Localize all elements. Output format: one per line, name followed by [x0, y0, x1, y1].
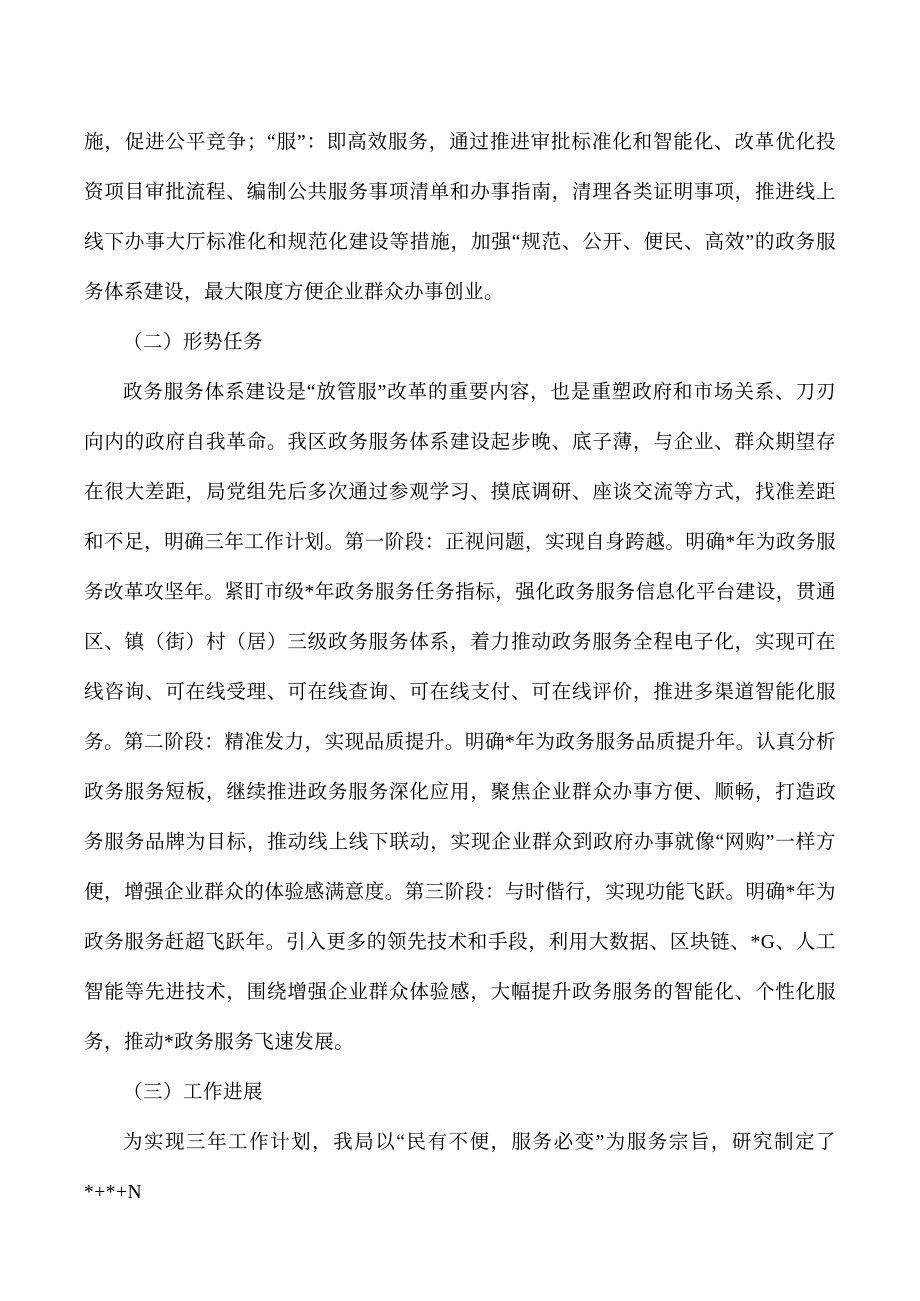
section-heading: （三）工作进展 — [123, 1082, 264, 1103]
paragraph: 政务服务体系建设是“放管服”改革的重要内容，也是重塑政府和市场关系、刀刃向内的政府自我革命。我区政务服务体系建设起步晚、底子薄，与企业、群众期望存在很大差距，局党组先后多次通过参观学习、摸底调研、座谈交流等方式，找准差距和不足，明确三年工作计划。第一阶段：正视问题，实现自身跨越。明确*年为政务服务改革攻坚年。紧盯市级*年政务服务任务指标，强化政务服务信息化平台建设，贯通区、镇（街）村（居）三级政务服务体系，着力推动政务服务全程电子化，实现可在线咨询、可在线受理、可在线查询、可在线支付、可在线评价，推进多渠道智能化服务。第二阶段：精准发力，实现品质提升。明确*年为政务服务品质提升年。认真分析政务服务短板，继续推进政务服务深化应用，聚焦企业群众办事方便、顺畅，打造政务服务品牌为目标，推动线上线下联动，实现企业群众到政府办事就像“网购”一样方便，增强企业群众的体验感满意度。第三阶段：与时偕行，实现功能飞跃。明确*年为政务服务赶超飞跃年。引入更多的领先技术和手段，利用大数据、区块链、*G、人工智能等先进技术，围绕增强企业群众体验感，大幅提升政务服务的智能化、个性化服务，推动*政务服务飞速发展。 — [84, 382, 836, 1053]
document-body — [84, 118, 836, 1218]
paragraph: 施，促进公平竞争；“服”：即高效服务，通过推进审批标准化和智能化、改革优化投资项目审批流程、编制公共服务事项清单和办事指南，清理各类证明事项，推进线上线下办事大厅标准化和规范化建设等措施，加强“规范、公开、便民、高效”的政务服务体系建设，最大限度方便企业群众办事创业。 — [84, 132, 836, 303]
paragraph: 为实现三年工作计划，我局以“民有不便，服务必变”为服务宗旨，研究制定了*+*+N — [84, 1132, 836, 1203]
section-heading: （二）形势任务 — [123, 332, 264, 353]
